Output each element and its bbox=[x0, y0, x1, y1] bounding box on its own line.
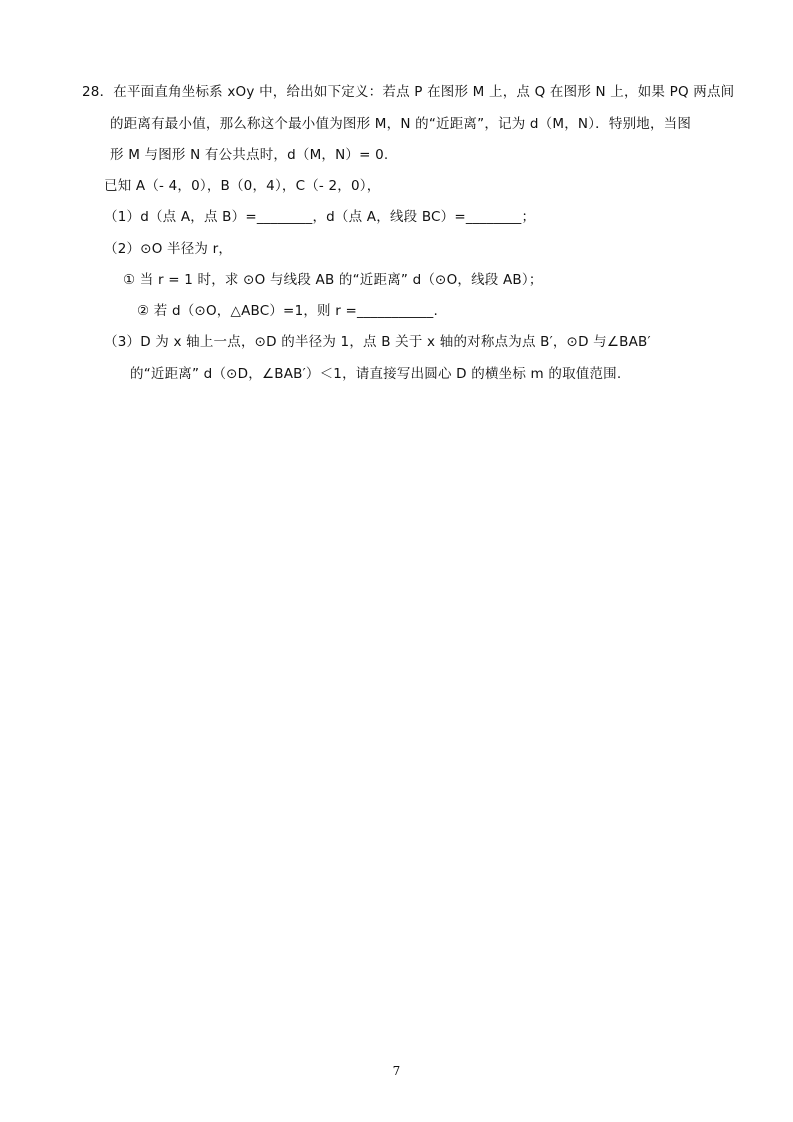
question-1: （1）d（点 A，点 B）=________，d（点 A，线段 BC）=________； bbox=[104, 209, 536, 225]
problem-line-2: 的距离有最小值，那么称这个最小值为图形 M，N 的“近距离”，记为 d（M，N）．特别地，当图 bbox=[110, 116, 692, 132]
page-number: 7 bbox=[392, 1064, 401, 1078]
problem-line-3: 形 M 与图形 N 有公共点时，d（M，N）= 0. bbox=[110, 147, 389, 163]
problem-line-1: 28．在平面直角坐标系 xOy 中，给出如下定义：若点 P 在图形 M 上，点 Q 在图形 N 上，如果 PQ 两点间 bbox=[82, 84, 735, 100]
question-2-part-1: ① 当 r = 1 时，求 ⊙O 与线段 AB 的“近距离” d（⊙O，线段 AB）； bbox=[123, 272, 543, 288]
question-2-part-2: ② 若 d（⊙O，△ABC）=1，则 r =___________. bbox=[137, 303, 438, 319]
question-3-continued: 的“近距离” d（⊙D，∠BAB′）＜1，请直接写出圆心 D 的横坐标 m 的取值范围. bbox=[130, 366, 622, 382]
question-3: （3）D 为 x 轴上一点，⊙D 的半径为 1，点 B 关于 x 轴的对称点为点 B′，⊙D 与∠BAB′ bbox=[104, 334, 651, 350]
question-2: （2）⊙O 半径为 r， bbox=[104, 241, 233, 257]
given-points-line: 已知 A（- 4，0），B（0，4），C（- 2，0）， bbox=[104, 178, 381, 194]
